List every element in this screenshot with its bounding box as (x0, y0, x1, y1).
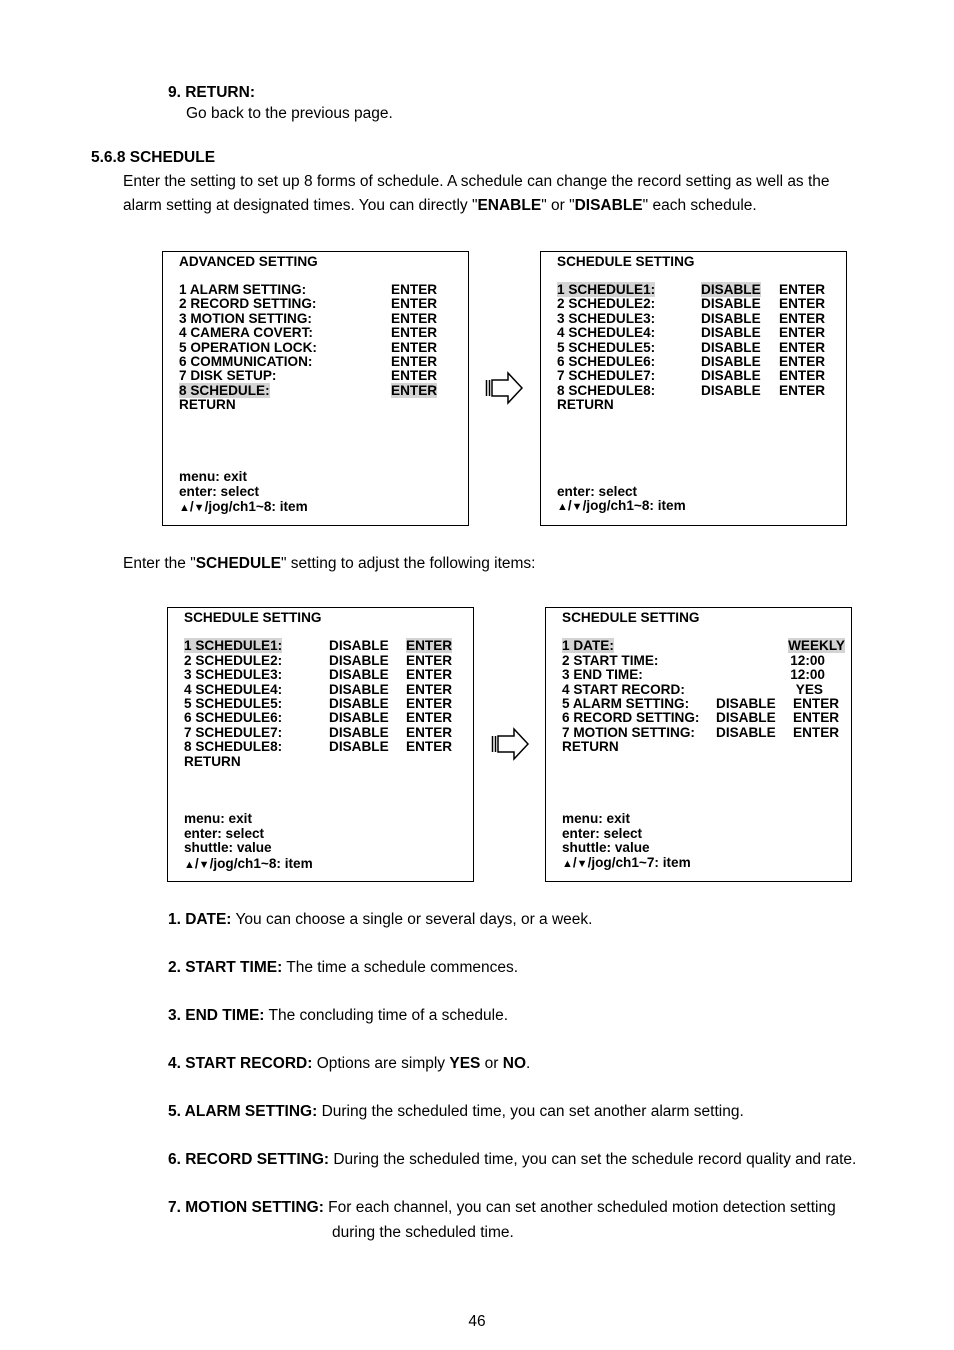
end-time-label[interactable]: 3 END TIME: (562, 667, 643, 682)
footer-nav-text: /jog/ch1~8: item (582, 498, 686, 513)
desc-term: 6. RECORD SETTING: (168, 1151, 330, 1168)
motion-setting-status[interactable]: DISABLE (716, 725, 776, 740)
footer-hint: enter: select (557, 484, 638, 499)
schedule-status[interactable]: DISABLE (329, 725, 389, 740)
desc-motion-setting-cont: during the scheduled time. (332, 1224, 514, 1241)
schedule-status[interactable]: DISABLE (701, 354, 761, 369)
menu-item-label-selected[interactable]: 8 SCHEDULE: (179, 383, 270, 398)
footer-hint: enter: select (179, 484, 260, 499)
desc-text: Options are simply (312, 1055, 450, 1072)
schedule-setting-menu (540, 251, 847, 526)
schedule-label[interactable]: 4 SCHEDULE4: (557, 325, 656, 340)
schedule-enter[interactable]: ENTER (779, 354, 826, 369)
schedule-enter[interactable]: ENTER (779, 340, 826, 355)
alarm-setting-label[interactable]: 5 ALARM SETTING: (562, 696, 690, 711)
footer-nav-text: /jog/ch1~8: item (209, 856, 313, 871)
desc-start-record (168, 1055, 530, 1073)
schedule-label-selected[interactable]: 1 SCHEDULE1: (184, 638, 283, 653)
schedule-enter[interactable]: ENTER (406, 653, 453, 668)
schedule-status[interactable]: DISABLE (329, 653, 389, 668)
menu-item-value[interactable]: ENTER (391, 325, 438, 340)
schedule-label[interactable]: 6 SCHEDULE6: (557, 354, 656, 369)
desc-text: You can choose a single or several days, or a week. (231, 911, 593, 928)
desc-term: 7. MOTION SETTING: (168, 1199, 324, 1216)
footer-hint-nav: ▲/▼/jog/ch1~8: item (184, 856, 313, 871)
desc-alarm-setting (168, 1103, 744, 1121)
schedule-status[interactable]: DISABLE (701, 383, 761, 398)
record-setting-label[interactable]: 6 RECORD SETTING: (562, 710, 700, 725)
menu-return[interactable]: RETURN (562, 739, 619, 754)
footer-hint: shuttle: value (184, 840, 272, 855)
schedule-label[interactable]: 7 SCHEDULE7: (557, 368, 656, 383)
intro-text: " each schedule. (642, 197, 757, 214)
desc-record-setting (168, 1151, 856, 1169)
schedule-setting-menu-2 (167, 607, 474, 882)
schedule-label[interactable]: 2 SCHEDULE2: (557, 296, 656, 311)
menu-item-label[interactable]: 5 OPERATION LOCK: (179, 340, 317, 355)
schedule-enter[interactable]: ENTER (406, 739, 453, 754)
menu-item-value[interactable]: ENTER (391, 296, 438, 311)
footer-hint: menu: exit (184, 811, 252, 826)
schedule-status-selected[interactable]: DISABLE (701, 282, 761, 297)
section-title: 5.6.8 SCHEDULE (91, 149, 216, 166)
footer-hint: menu: exit (179, 469, 247, 484)
schedule-label-selected[interactable]: 1 SCHEDULE1: (557, 282, 656, 297)
alarm-setting-enter[interactable]: ENTER (793, 696, 840, 711)
schedule-enter[interactable]: ENTER (779, 282, 826, 297)
menu-title: SCHEDULE SETTING (184, 610, 322, 625)
middle-text: Enter the " (123, 555, 196, 572)
footer-nav-text: /jog/ch1~7: item (587, 855, 691, 870)
desc-end-time (168, 1007, 508, 1025)
schedule-label[interactable]: 2 SCHEDULE2: (184, 653, 283, 668)
desc-text: . (526, 1055, 531, 1072)
schedule-label[interactable]: 3 SCHEDULE3: (557, 311, 656, 326)
up-triangle-icon: ▲ (184, 859, 195, 871)
intro-disable: DISABLE (574, 197, 643, 214)
schedule-label[interactable]: 4 SCHEDULE4: (184, 682, 283, 697)
menu-title: SCHEDULE SETTING (557, 254, 695, 269)
middle-text-bold: SCHEDULE (195, 555, 281, 572)
end-time-value[interactable]: 12:00 (790, 667, 825, 682)
desc-term: 4. START RECORD: (168, 1055, 313, 1072)
desc-text: During the scheduled time, you can set another alarm setting. (317, 1103, 744, 1120)
menu-return[interactable]: RETURN (557, 397, 614, 412)
schedule-label[interactable]: 6 SCHEDULE6: (184, 710, 283, 725)
menu-item-value[interactable]: ENTER (391, 340, 438, 355)
menu-title: ADVANCED SETTING (179, 254, 318, 269)
menu-item-value-selected[interactable]: ENTER (391, 383, 438, 398)
menu-item-label[interactable]: 4 CAMERA COVERT: (179, 325, 313, 340)
desc-text: During the scheduled time, you can set the schedule record quality and rate. (329, 1151, 857, 1168)
menu-item-label[interactable]: 1 ALARM SETTING: (179, 282, 307, 297)
start-time-label[interactable]: 2 START TIME: (562, 653, 659, 668)
schedule-intro (123, 555, 535, 573)
desc-text: For each channel, you can set another scheduled motion detection setting (323, 1199, 836, 1216)
down-triangle-icon: ▼ (576, 858, 588, 870)
footer-hint: enter: select (184, 826, 265, 841)
footer-hint-nav: ▲/▼/jog/ch1~8: item (557, 498, 686, 513)
desc-term: 1. DATE: (168, 911, 232, 928)
return-heading: 9. RETURN: (168, 84, 255, 101)
footer-hint: menu: exit (562, 811, 630, 826)
motion-setting-label[interactable]: 7 MOTION SETTING: (562, 725, 695, 740)
up-triangle-icon: ▲ (557, 501, 568, 513)
start-record-label[interactable]: 4 START RECORD: (562, 682, 685, 697)
schedule-label[interactable]: 8 SCHEDULE8: (557, 383, 656, 398)
intro-text: " or " (541, 197, 575, 214)
date-label-selected[interactable]: 1 DATE: (562, 638, 614, 653)
menu-item-value[interactable]: ENTER (391, 354, 438, 369)
menu-item-label[interactable]: 3 MOTION SETTING: (179, 311, 312, 326)
schedule-status[interactable]: DISABLE (329, 682, 389, 697)
section-intro (123, 170, 830, 218)
desc-term: 3. END TIME: (168, 1007, 265, 1024)
schedule-status[interactable]: DISABLE (329, 739, 389, 754)
menu-item-label[interactable]: 6 COMMUNICATION: (179, 354, 313, 369)
desc-motion-setting (168, 1199, 836, 1217)
menu-item-value[interactable]: ENTER (391, 311, 438, 326)
page-number: 46 (468, 1313, 486, 1330)
menu-item-label[interactable]: 7 DISK SETUP: (179, 368, 277, 383)
schedule-status[interactable]: DISABLE (701, 296, 761, 311)
schedule-enter[interactable]: ENTER (779, 325, 826, 340)
schedule-label[interactable]: 8 SCHEDULE8: (184, 739, 283, 754)
menu-return[interactable]: RETURN (179, 397, 236, 412)
footer-hint: shuttle: value (562, 840, 650, 855)
footer-nav-text: /jog/ch1~8: item (204, 499, 308, 514)
intro-line-1: Enter the setting to set up 8 forms of schedule. A schedule can change the record setting as well as the (123, 173, 830, 190)
intro-text: alarm setting at designated times. You can directly " (123, 197, 478, 214)
desc-no: NO (502, 1055, 527, 1072)
footer-hint-nav: ▲/▼/jog/ch1~8: item (179, 499, 308, 514)
schedule-enter-selected[interactable]: ENTER (406, 638, 453, 653)
menu-item-label[interactable]: 2 RECORD SETTING: (179, 296, 317, 311)
intro-enable: ENABLE (477, 197, 542, 214)
menu-item-value[interactable]: ENTER (391, 282, 438, 297)
down-triangle-icon: ▼ (571, 501, 583, 513)
footer-hint: enter: select (562, 826, 643, 841)
schedule-enter[interactable]: ENTER (779, 368, 826, 383)
down-triangle-icon: ▼ (198, 859, 210, 871)
alarm-setting-status[interactable]: DISABLE (716, 696, 776, 711)
desc-text: The concluding time of a schedule. (264, 1007, 509, 1024)
date-value-selected[interactable]: WEEKLY (788, 638, 845, 653)
right-arrow-icon (490, 726, 530, 762)
schedule-status[interactable]: DISABLE (329, 667, 389, 682)
up-triangle-icon: ▲ (562, 858, 573, 870)
schedule-status[interactable]: DISABLE (701, 368, 761, 383)
schedule-enter[interactable]: ENTER (779, 311, 826, 326)
schedule-label[interactable]: 3 SCHEDULE3: (184, 667, 283, 682)
record-setting-enter[interactable]: ENTER (793, 710, 840, 725)
up-triangle-icon: ▲ (179, 502, 190, 514)
menu-item-value[interactable]: ENTER (391, 368, 438, 383)
return-description: Go back to the previous page. (186, 105, 393, 122)
menu-return[interactable]: RETURN (184, 754, 241, 769)
down-triangle-icon: ▼ (193, 502, 205, 514)
schedule-status[interactable]: DISABLE (701, 340, 761, 355)
schedule-enter[interactable]: ENTER (406, 667, 453, 682)
schedule-enter[interactable]: ENTER (779, 383, 826, 398)
desc-text: The time a schedule commences. (282, 959, 519, 976)
record-setting-status[interactable]: DISABLE (716, 710, 776, 725)
schedule-label[interactable]: 5 SCHEDULE5: (184, 696, 283, 711)
middle-text: " setting to adjust the following items: (280, 555, 536, 572)
start-time-value[interactable]: 12:00 (790, 653, 825, 668)
schedule-status[interactable]: DISABLE (329, 696, 389, 711)
desc-text: or (480, 1055, 503, 1072)
desc-term: 2. START TIME: (168, 959, 283, 976)
desc-yes: YES (449, 1055, 481, 1072)
right-arrow-icon (484, 370, 524, 406)
schedule-label[interactable]: 7 SCHEDULE7: (184, 725, 283, 740)
schedule-enter[interactable]: ENTER (406, 710, 453, 725)
schedule-enter[interactable]: ENTER (406, 725, 453, 740)
desc-date (168, 911, 592, 929)
footer-hint-nav: ▲/▼/jog/ch1~7: item (562, 855, 691, 870)
schedule-status[interactable]: DISABLE (329, 710, 389, 725)
start-record-value[interactable]: YES (795, 682, 823, 697)
schedule-detail-menu (545, 607, 852, 882)
schedule-status[interactable]: DISABLE (701, 311, 761, 326)
motion-setting-enter[interactable]: ENTER (793, 725, 840, 740)
schedule-status[interactable]: DISABLE (329, 638, 389, 653)
advanced-setting-menu (162, 251, 469, 526)
schedule-enter[interactable]: ENTER (779, 296, 826, 311)
schedule-enter[interactable]: ENTER (406, 696, 453, 711)
intro-line-2 (123, 194, 830, 218)
schedule-status[interactable]: DISABLE (701, 325, 761, 340)
desc-term: 5. ALARM SETTING: (168, 1103, 318, 1120)
schedule-enter[interactable]: ENTER (406, 682, 453, 697)
desc-start-time (168, 959, 518, 977)
schedule-label[interactable]: 5 SCHEDULE5: (557, 340, 656, 355)
menu-title: SCHEDULE SETTING (562, 610, 700, 625)
